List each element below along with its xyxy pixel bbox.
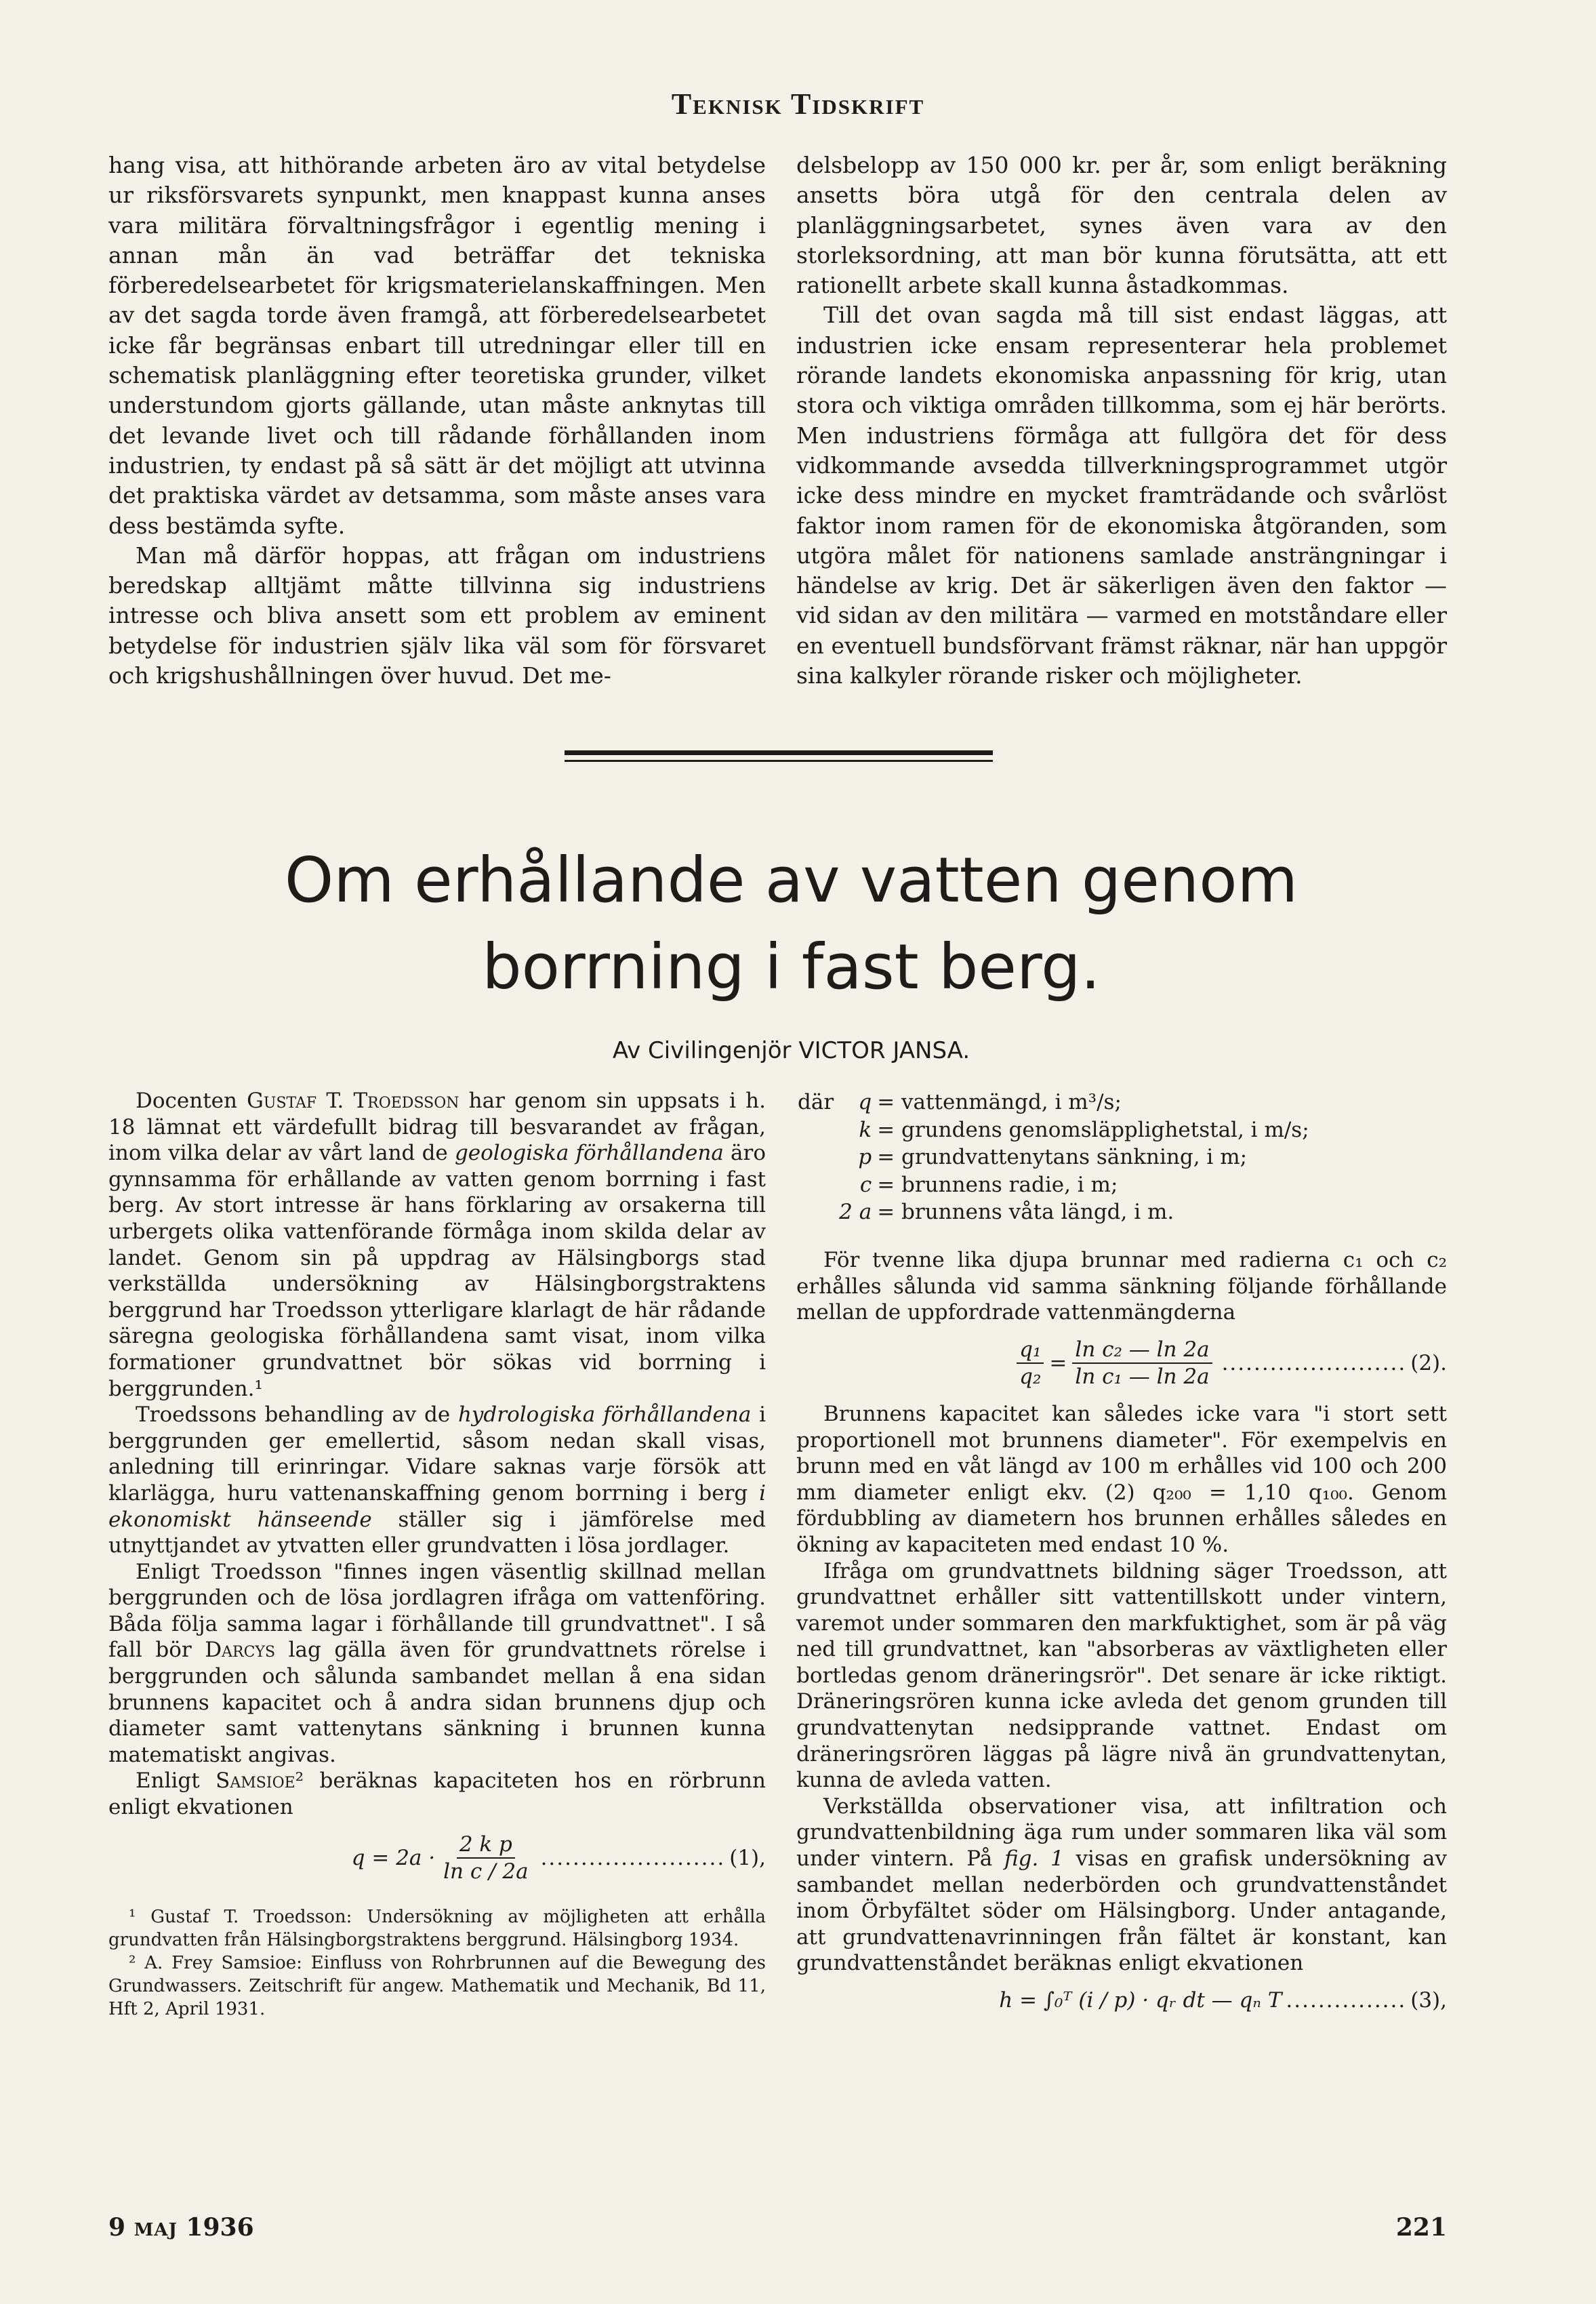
top-right-column (796, 150, 1447, 691)
equation-number: (3), (1410, 1988, 1447, 2013)
equation-fraction-right: $\frac{\text{ln c₂ — ln 2a}}{\text{ln c₁ — ln 2a}}$ (1072, 1337, 1212, 1390)
equation-lhs: q = 2a · (351, 1845, 436, 1870)
leader-dots: ....................... (1221, 1351, 1407, 1376)
paragraph: Enligt Samsioe² beräknas kapaciteten hos en rörbrunn enligt ekvationen (108, 1769, 766, 1820)
title-line: borrning i fast berg. (482, 931, 1101, 1003)
issue-date: 9 MAJ 1936 (108, 2213, 254, 2242)
section-divider-thin (565, 760, 993, 762)
paragraph: Enligt Troedsson "finnes ingen väsentlig skillnad mellan berggrunden och de lösa jordlagren ifråga om vattenföring. Båda följa samma lagar i förhållande till grundvattnet". I så fall bör Darcys lag gälla även för grundvattnets rörelse i berggrunden och sålunda sambandet mellan å ena sidan brunnens kapacitet och å andra sidan brunnens djup och diameter samt vattenytans sänkning i brunnen kunna matematiskt angivas. (108, 1559, 766, 1767)
journal-header: Teknisk Tidskrift (671, 87, 925, 121)
equation-2: $\frac{\text{q₁}}{\text{q₂}}$ = $\frac{\text{ln c₂ — ln 2a}}{\text{ln c₁ — ln 2a}}$ ....................... (2). (796, 1337, 1447, 1390)
footnote: ¹ Gustaf T. Troedsson: Undersökning av möjligheten att erhålla grundvatten från Hälsingborgstraktens berggrund. Hälsingborg 1934. (108, 1906, 766, 1950)
footnote: ² A. Frey Samsioe: Einfluss von Rohrbrunnen auf die Bewegung des Grundwassers. Zeitschrift für angew. Mathematik und Mechanik, Bd 11, Hft 2, April 1931. (108, 1952, 766, 2019)
equation-number: (2). (1410, 1351, 1447, 1376)
paragraph: Troedssons behandling av de hydrologiska förhållandena i berggrunden ger emellertid, såsom nedan skall visas, anledning till erinringar. Vidare saknas varje försök att klarlägga, huru vattenanskaffning genom borrning i berg i ekonomiskt hänseende ställer sig i jämförelse med utnyttjandet av ytvatten eller grundvatten i lösa jordlager. (108, 1402, 766, 1558)
paragraph: Brunnens kapacitet kan således icke vara "i stort sett proportionell mot brunnens diameter". För exempelvis en brunn med en våt längd av 100 m erhålles vid 100 och 200 mm diameter enligt ekv. (2) q₂₀₀ = 1,10 q₁₀₀. Genom fördubbling av diametern hos brunnen erhålles således en ökning av kapaciteten med endast 10 %. (796, 1401, 1447, 1557)
footnotes (108, 1905, 766, 2021)
title-line: Om erhållande av vatten genom (284, 844, 1298, 916)
paragraph: För tvenne lika djupa brunnar med radierna c₁ och c₂ erhålles sålunda vid samma sänkning följande förhållande mellan de uppfordrade vattenmängderna (796, 1247, 1447, 1325)
leader-dots: ....................... (540, 1845, 726, 1870)
paragraph: delsbelopp av 150 000 kr. per år, som enligt beräkning ansetts böra utgå för den centrala delen av planläggningsarbetet, synes även vara av den storleksordning, att man bör kunna förutsätta, att ett rationellt arbete skall kunna åstadkommas. (796, 152, 1447, 299)
paragraph: hang visa, att hithörande arbeten äro av vital betydelse ur riksförsvarets synpunkt, men knappast kunna anses vara militära förvaltningsfrågor i egentlig mening i annan mån än vad beträffar det tekniska förberedelsearbetet för krigsmaterielanskaffningen. Men av det sagda torde även framgå, att förberedelsearbetet icke får begränsas enbart till utredningar eller till en schematisk planläggning efter teoretiska grunder, vilket understundom gjorts gällande, utan måste anknytas till det levande livet och till rådande förhållanden inom industrien, ty endast på så sätt är det möjligt att utvinna det praktiska värdet av detsamma, som måste anses vara dess bestämda syfte. (108, 152, 766, 539)
article-left-column (108, 1088, 766, 2021)
top-left-column (108, 150, 766, 691)
article-right-column (796, 1088, 1447, 2025)
equation-number: (1), (729, 1845, 766, 1870)
article-title (108, 837, 1474, 1011)
author-line: Av Civilingenjör VICTOR JANSA. (612, 1037, 970, 1064)
paragraph: Man må därför hoppas, att frågan om industriens beredskap alltjämt måtte tillvinna sig industriens intresse och bliva ansett som ett problem av eminent betydelse för industrien själv lika väl som för försvaret och krigshushållningen över huvud. Det me- (108, 542, 766, 689)
paragraph: Till det ovan sagda må till sist endast läggas, att industrien icke ensam representerar hela problemet rörande landets ekonomiska anpassning för krig, utan stora och viktiga områden tillkomma, som ej här berörts. Men industriens förmåga att fullgöra det för dess vidkommande avsedda tillverkningsprogrammet utgör icke dess mindre en mycket framträdande och svårlöst faktor inom ramen för de ekonomiska åtgöranden, som utgöra målet för nationens samlade ansträngningar i händelse av krig. Det är säkerligen även den faktor — vid sidan av den militära — varmed en motståndare eller en eventuell bundsförvant främst räknar, när han uppgör sina kalkyler rörande risker och möjligheter. (796, 302, 1447, 689)
equation-fraction-left: $\frac{\text{q₁}}{\text{q₂}}$ (1017, 1337, 1044, 1390)
equation-1 (108, 1832, 766, 1885)
equation-fraction: $\frac{\text{2 k p}}{\text{ln c / 2a}}$ (443, 1832, 529, 1884)
leader-dots: ............... (1286, 1988, 1407, 2013)
paragraph: Ifråga om grundvattnets bildning säger Troedsson, att grundvattnet erhåller sitt vattentillskott under vintern, varemot under sommaren den markfuktighet, som är på väg ned till grundvattnet, kan "absorberas av växtligheten eller bortledas genom dräneringsrör". Det senare är icke riktigt. Dräneringsrören kunna icke avleda det genom grunden till grundvattenytan nedsipprande vattnet. Endast om dräneringsrören läggas på lägre nivå än grundvattenytan, kunna de avleda vatten. (796, 1558, 1447, 1793)
paragraph: Docenten Gustaf T. Troedsson har genom sin uppsats i h. 18 lämnat ett värdefullt bidrag till besvarandet av frågan, inom vilka delar av vårt land de geologiska förhållandena äro gynnsamma för erhållande av vatten genom borrning i fast berg. Av stort intresse är hans förklaring av orsakerna till urbergets olika vattenförande förmåga inom skilda delar av landet. Genom sin på uppdrag av Hälsingborgs stad verkställda undersökning av Hälsingborgstraktens berggrund har Troedsson ytterligare klarlagt de här rådande säregna geologiska förhållandena samt visat, inom vilka formationer grundvattnet bör sökas vid borrning i berggrunden.¹ (108, 1089, 766, 1401)
section-divider (565, 750, 993, 755)
paragraph: Verkställda observationer visa, att infiltration och grundvattenbildning äga rum under sommaren lika väl som under vintern. På fig. 1 visas en grafisk undersökning av sambandet mellan nederbörden och grundvattenståndet inom Örbyfältet söder om Hälsingborg. Under antagande, att grundvattenavrinningen från fältet är konstant, kan grundvattenståndet beräknas enligt ekvationen (796, 1794, 1447, 1976)
equation-3 (796, 1987, 1447, 2014)
symbol-definitions: där q = vattenmängd, i m³/s; k = grundens genomsläpplighetstal, i m/s; p = grundvattenytans sänkning, i m; c = brunnens radie, i m; 2 a = brunnens våta längd, i m. (798, 1090, 1309, 1225)
page-number: 221 (1395, 2213, 1447, 2242)
equation-body: h = ∫₀ᵀ (i / p) · qᵣ dt — qₙ T (999, 1988, 1282, 2013)
